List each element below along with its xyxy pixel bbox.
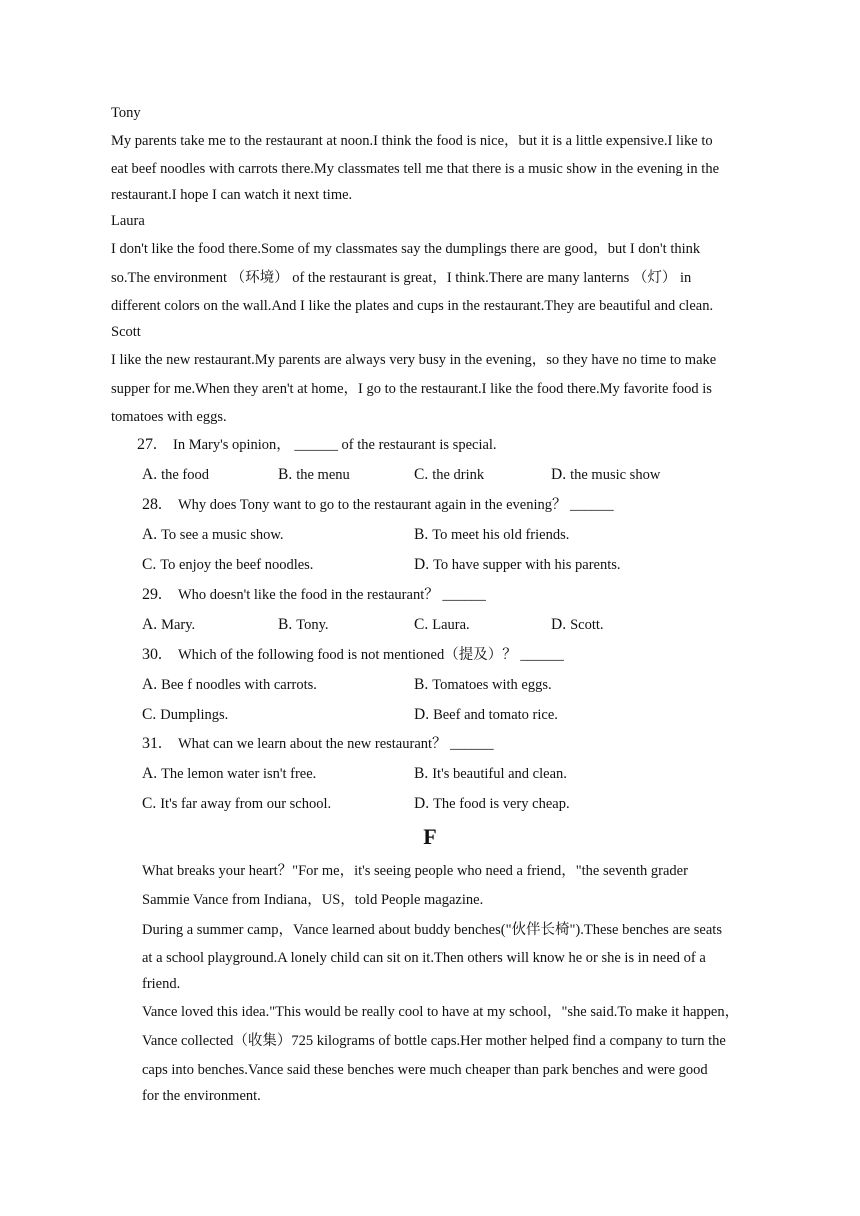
option-d[interactable] (414, 706, 558, 724)
option-c[interactable] (414, 616, 470, 634)
option-c[interactable] (142, 795, 331, 813)
passage-line: caps into benches.Vance said these benches were much cheaper than park benches and were good (142, 1062, 708, 1078)
option-text: Scott. (570, 617, 604, 633)
option-letter: B. (278, 466, 293, 483)
option-a[interactable] (142, 616, 195, 634)
option-letter: A. (142, 676, 158, 693)
option-letter: D. (551, 616, 567, 633)
passage-line: I don't like the food there.Some of my classmates say the dumplings there are good，but I don't think (111, 241, 701, 257)
passage-line: supper for me.When they aren't at home，I go to the restaurant.I like the food there.My favorite food is (111, 381, 712, 397)
passage-line: My parents take me to the restaurant at noon.I think the food is nice，but it is a little expensive.I like to (111, 133, 713, 149)
question-text: Why does Tony want to go to the restaurant again in the evening？ ______ (178, 497, 614, 513)
question-text: What can we learn about the new restaurant？ ______ (178, 736, 494, 752)
question-text: In Mary's opinion， ______ of the restaurant is special. (173, 437, 497, 453)
option-text: Laura. (432, 617, 470, 633)
option-c[interactable] (414, 466, 484, 484)
option-letter: A. (142, 616, 158, 633)
speaker-name: Tony (111, 105, 141, 121)
question-text: Which of the following food is not mentioned（提及）？ ______ (178, 647, 564, 663)
passage-line: What breaks your heart？"For me，it's seeing people who need a friend，"the seventh grader (142, 863, 688, 879)
option-text: Mary. (161, 617, 196, 633)
passage-line: at a school playground.A lonely child can sit on it.Then others will know he or she is in need of a (142, 950, 706, 966)
option-text: the drink (432, 467, 485, 483)
option-text: To have supper with his parents. (433, 557, 621, 573)
option-text: Tomatoes with eggs. (432, 677, 552, 693)
question-number: 29. (142, 586, 162, 603)
option-text: It's far away from our school. (160, 796, 332, 812)
option-c[interactable] (142, 556, 313, 574)
option-letter: B. (278, 616, 293, 633)
speaker-name: Scott (111, 324, 141, 340)
option-d[interactable] (414, 795, 570, 813)
passage-line: Vance collected（收集）725 kilograms of bottle caps.Her mother helped find a company to turn the (142, 1033, 726, 1049)
option-a[interactable] (142, 526, 284, 544)
option-text: Tony. (296, 617, 329, 633)
option-text: the food (161, 467, 209, 483)
passage-line: restaurant.I hope I can watch it next time. (111, 187, 353, 203)
option-a[interactable] (142, 466, 209, 484)
option-text: Bee f noodles with carrots. (161, 677, 317, 693)
option-b[interactable] (414, 526, 569, 544)
option-letter: D. (414, 556, 430, 573)
option-b[interactable] (278, 466, 350, 484)
option-b[interactable] (414, 676, 552, 694)
option-d[interactable] (551, 616, 604, 634)
section-heading: F (423, 824, 437, 849)
option-letter: D. (551, 466, 567, 483)
option-b[interactable] (278, 616, 329, 634)
option-a[interactable] (142, 765, 316, 783)
option-b[interactable] (414, 765, 567, 783)
passage-line: Sammie Vance from Indiana，US，told People magazine. (142, 892, 484, 908)
passage-line: different colors on the wall.And I like the plates and cups in the restaurant.They are beautiful and clean. (111, 298, 714, 314)
question-stem (142, 646, 564, 664)
passage-line: During a summer camp，Vance learned about buddy benches("伙伴长椅").These benches are seats (142, 922, 722, 938)
option-letter: D. (414, 795, 430, 812)
question-stem (142, 586, 486, 604)
question-text: Who doesn't like the food in the restaurant？ ______ (178, 587, 486, 603)
option-letter: C. (414, 616, 429, 633)
option-letter: C. (142, 556, 157, 573)
option-letter: B. (414, 526, 429, 543)
option-text: Beef and tomato rice. (433, 707, 558, 723)
option-letter: D. (414, 706, 430, 723)
option-letter: A. (142, 466, 158, 483)
passage-line: Vance loved this idea."This would be really cool to have at my school，"she said.To make it happen， (142, 1004, 740, 1020)
question-stem (137, 436, 497, 454)
option-text: The food is very cheap. (433, 796, 570, 812)
option-a[interactable] (142, 676, 317, 694)
option-c[interactable] (142, 706, 228, 724)
option-text: Dumplings. (160, 707, 229, 723)
option-letter: C. (142, 706, 157, 723)
option-text: the menu (296, 467, 350, 483)
passage-line: eat beef noodles with carrots there.My classmates tell me that there is a music show in the evening in the (111, 161, 720, 177)
option-letter: B. (414, 765, 429, 782)
option-text: To meet his old friends. (432, 527, 570, 543)
passage-line: tomatoes with eggs. (111, 409, 227, 425)
option-text: To enjoy the beef noodles. (160, 557, 314, 573)
option-d[interactable] (414, 556, 621, 574)
option-d[interactable] (551, 466, 660, 484)
question-number: 27. (137, 436, 157, 453)
question-stem (142, 496, 614, 514)
passage-line: for the environment. (142, 1088, 261, 1104)
option-letter: A. (142, 765, 158, 782)
option-text: the music show (570, 467, 661, 483)
passage-line: friend. (142, 976, 181, 992)
option-letter: C. (142, 795, 157, 812)
option-text: The lemon water isn't free. (161, 766, 317, 782)
question-number: 28. (142, 496, 162, 513)
passage-line: so.The environment （环境） of the restaurant is great，I think.There are many lanterns （灯） in (111, 270, 692, 286)
question-number: 30. (142, 646, 162, 663)
option-letter: A. (142, 526, 158, 543)
passage-line: I like the new restaurant.My parents are always very busy in the evening，so they have no time to make (111, 352, 717, 368)
option-text: To see a music show. (161, 527, 284, 543)
speaker-name: Laura (111, 213, 145, 229)
question-stem (142, 735, 494, 753)
question-number: 31. (142, 735, 162, 752)
option-letter: C. (414, 466, 429, 483)
option-text: It's beautiful and clean. (432, 766, 567, 782)
option-letter: B. (414, 676, 429, 693)
